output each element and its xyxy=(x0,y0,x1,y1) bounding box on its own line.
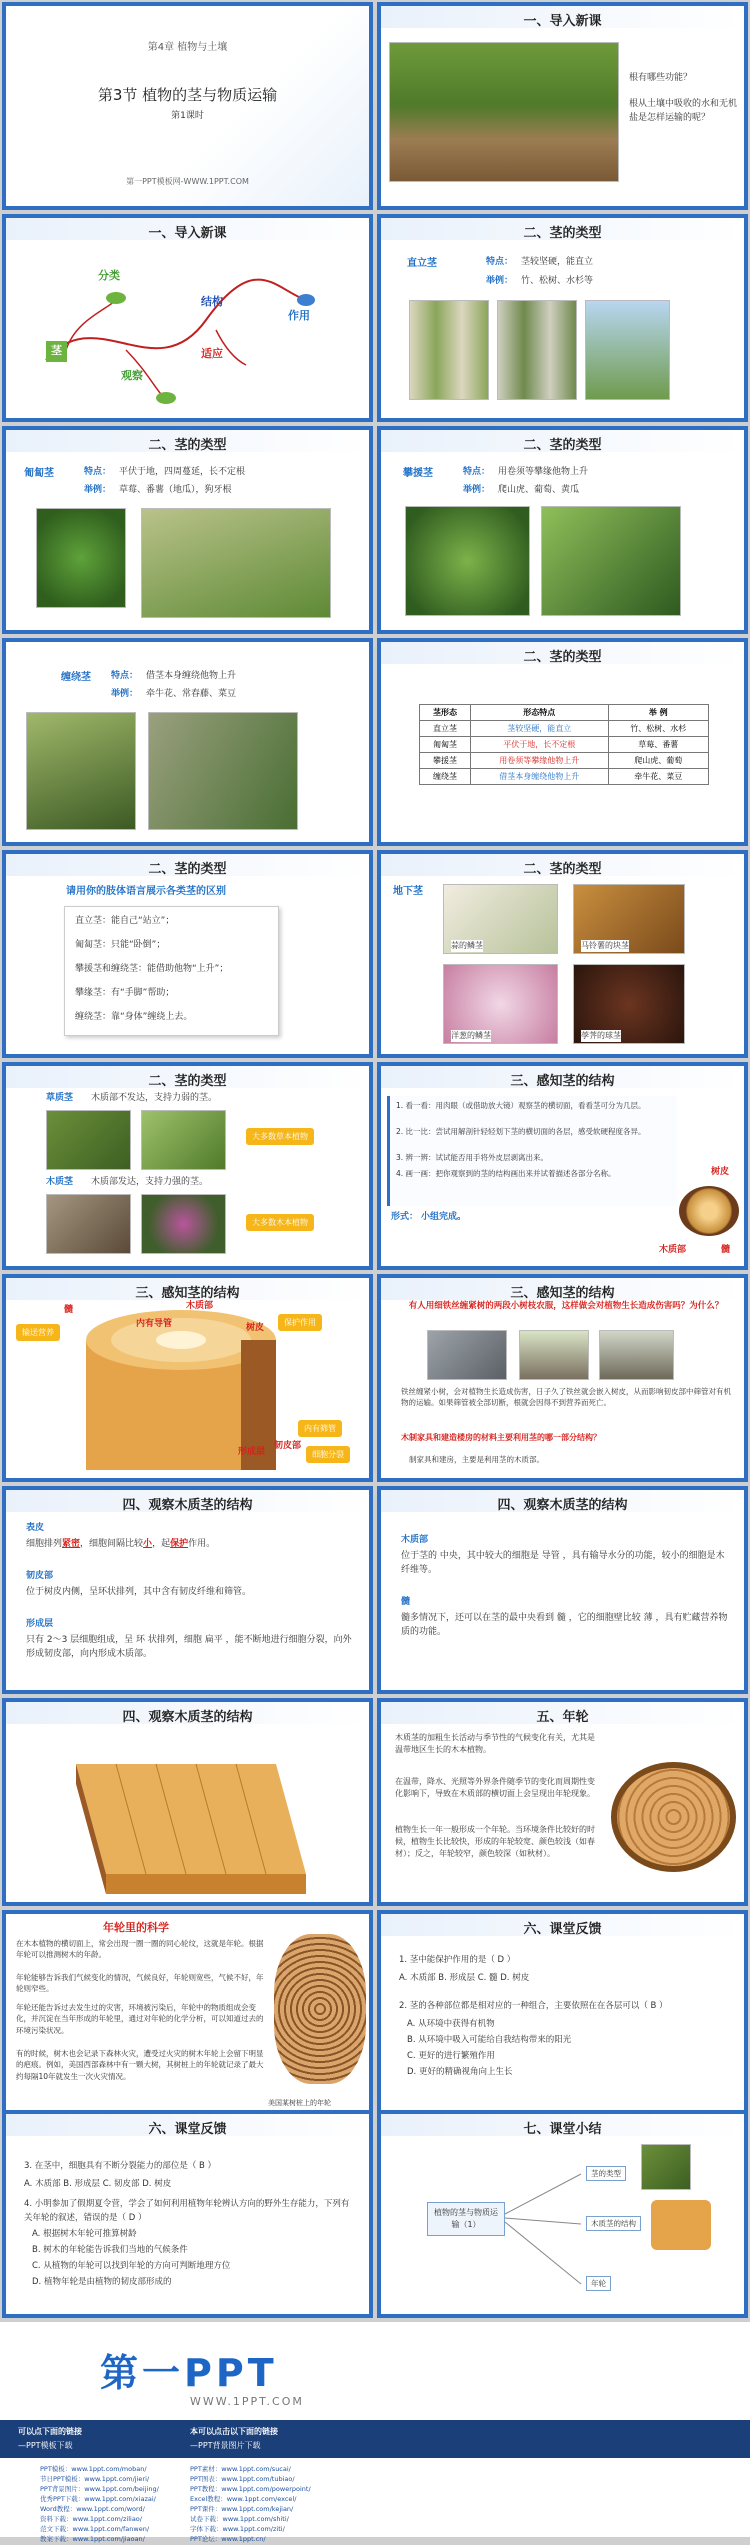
herbaceous-name: 草质茎 xyxy=(46,1093,74,1103)
slide-22[interactable] xyxy=(377,2110,748,2318)
footer-link[interactable]: 优秀PPT下载：www.1ppt.com/xiazai/ xyxy=(40,2495,156,2504)
slide-title: 年轮里的科学 xyxy=(103,1921,169,1934)
summary-branch-1: 茎的类型 xyxy=(586,2166,626,2181)
slide-title: 三、感知茎的结构 xyxy=(510,1286,615,1301)
wire-tree-photo-1 xyxy=(427,1330,507,1380)
woody-stem-3d-diagram xyxy=(6,1724,369,1904)
footer-link[interactable]: 试卷下载：www.1ppt.com/shiti/ xyxy=(190,2515,289,2524)
heading-phloem: 韧皮部 xyxy=(26,1571,54,1581)
heading-cambium: 形成层 xyxy=(26,1619,54,1629)
slide-title: 一、导入新课 xyxy=(148,226,227,241)
label-pith: 髓 xyxy=(64,1305,74,1315)
slide-title: 三、感知茎的结构 xyxy=(510,1074,615,1089)
slide-title: 六、课堂反馈 xyxy=(148,2122,227,2137)
question-3: 3. 在茎中，细胞具有不断分裂能力的部位是（ B ） xyxy=(24,2161,217,2171)
log-cross-section xyxy=(679,1186,739,1236)
table-cell: 借茎本身缠绕他物上升 xyxy=(471,769,609,785)
caption-chestnut: 荸荠的球茎 xyxy=(581,1031,621,1040)
word-classification: 分类 xyxy=(98,269,120,282)
slide-7[interactable] xyxy=(2,638,373,846)
caption-potato: 马铃薯的块茎 xyxy=(581,941,629,950)
rings-para-3: 植物生长一年一般形成一个年轮。当环境条件比较好的时候，植物生长比较快，形成的年轮较宽、颜色较浅（如春材）；反之，年轮较窄，颜色较深（如秋材）。 xyxy=(395,1825,595,1858)
word-stem: 茎 xyxy=(46,341,67,362)
herb-photo-1 xyxy=(46,1110,131,1170)
footer-link[interactable]: 资料下载：www.1ppt.com/ziliao/ xyxy=(40,2515,142,2524)
slide-title: 二、茎的类型 xyxy=(523,650,602,665)
slide-title: 四、观察木质茎的结构 xyxy=(122,1498,253,1513)
slide-2[interactable] xyxy=(377,2,748,210)
table-row xyxy=(420,721,709,737)
example-text: 竹、松树、水杉等 xyxy=(521,276,594,286)
example-label: 举例： xyxy=(463,485,491,495)
strawberry-photo xyxy=(36,508,126,608)
footer-link[interactable]: PPT背景图片：www.1ppt.com/beijing/ xyxy=(40,2485,159,2494)
footer-link[interactable]: Excel教程：www.1ppt.com/excel/ xyxy=(190,2495,297,2504)
blank-answer: 紧密 xyxy=(62,1539,81,1549)
stump-rings-image xyxy=(274,1934,366,2084)
word-observe: 观察 xyxy=(121,369,143,382)
twining-vine-photo xyxy=(26,712,136,830)
step-line: 4. 画一画：把你观察到的茎的结构画出来并试着描述各部分名称。 xyxy=(396,1169,616,1178)
slide-title: 二、茎的类型 xyxy=(523,438,602,453)
example-label: 举例： xyxy=(84,485,112,495)
question-2: 根从土壤中吸收的水和无机盐是怎样运输的呢？ xyxy=(629,99,738,123)
birch-forest-photo xyxy=(409,300,489,400)
tree-rings-image xyxy=(611,1762,736,1872)
question-4-option: C. 从植物的年轮可以找到年轮的方向可判断地理方位 xyxy=(32,2261,231,2271)
tree-roots-photo xyxy=(389,42,619,182)
word-structure: 结构 xyxy=(201,295,223,308)
footer-link[interactable]: 范文下载：www.1ppt.com/fanwen/ xyxy=(40,2525,150,2534)
footer-link[interactable]: PPT素材：www.1ppt.com/sucai/ xyxy=(190,2465,291,2473)
slide-title: 二、茎的类型 xyxy=(148,862,227,877)
links-left xyxy=(40,2464,159,2545)
caption-garlic: 蒜的鳞茎 xyxy=(451,941,483,950)
prompt-text: 请用你的肢体语言展示各类茎的区别 xyxy=(66,886,226,897)
woody-tag: 大多数木本植物 xyxy=(246,1214,314,1231)
poplar-grove-photo xyxy=(497,300,577,400)
feature-label: 特点： xyxy=(84,467,112,477)
tag-protection: 保护作用 xyxy=(278,1314,322,1331)
science-para-2: 年轮能够告诉我们气候变化的情况，气候良好，年轮则宽些，气候不好，年轮则窄些。 xyxy=(16,1973,264,1994)
label-xylem: 木质部 xyxy=(659,1245,687,1255)
slide-11[interactable] xyxy=(2,1062,373,1270)
feature-text: 平伏于地，四周蔓延，长不定根 xyxy=(119,467,246,477)
science-para-3: 年轮还能告诉过去发生过的灾害，环境被污染后，年轮中的物质组成会变化，并沉淀在当年形成的年轮里，通过对年轮的化学分析，可以知道过去的环境污染状况。 xyxy=(16,2003,264,2035)
slide-title: 二、茎的类型 xyxy=(148,1074,227,1089)
summary-center-box: 植物的茎与物质运输（1） xyxy=(427,2202,505,2236)
footer-navbar xyxy=(0,2420,750,2458)
footer-link[interactable]: Word教程：www.1ppt.com/word/ xyxy=(40,2505,145,2514)
slide-12[interactable] xyxy=(377,1062,748,1270)
tag-sieve-tube: 内有筛管 xyxy=(298,1420,342,1437)
example-text: 牵牛花、常春藤、菜豆 xyxy=(146,689,237,699)
table-header: 形态特点 xyxy=(471,705,609,721)
word-adapt: 适应 xyxy=(201,347,223,360)
herbaceous-tag: 大多数草本植物 xyxy=(246,1128,314,1145)
heading-pith: 髓 xyxy=(401,1597,411,1607)
step-line: 1. 看一看：用肉眼（或借助放大镜）观察茎的横切面，看看茎可分为几层。 xyxy=(396,1101,646,1110)
text-span: ，起 xyxy=(152,1539,171,1549)
footer-link[interactable]: 教案下载：www.1ppt.com/jiaoan/ xyxy=(40,2535,145,2544)
concept-vine-diagram xyxy=(6,240,369,420)
label-xylem: 木质部 xyxy=(186,1301,214,1311)
question-1: 1. 茎中能保护作用的是（ D ） xyxy=(399,1955,516,1965)
label-vessel: 内有导管 xyxy=(136,1319,173,1329)
table-cell: 缠绕茎 xyxy=(420,769,471,785)
slide-title: 六、课堂反馈 xyxy=(523,1922,602,1937)
slide-16[interactable] xyxy=(377,1486,748,1694)
grass-photo xyxy=(141,508,331,618)
question-1: 根有哪些功能？ xyxy=(629,73,693,83)
answer-line: 直立茎：能自己“站立”； xyxy=(75,916,175,926)
question-1-options: A. 木质部 B. 形成层 C. 髓 D. 树皮 xyxy=(399,1973,530,1983)
heading-xylem: 木质部 xyxy=(401,1535,429,1545)
woody-desc: 木质部发达，支持力强的茎。 xyxy=(91,1177,209,1187)
tree-avenue-photo xyxy=(585,300,670,400)
form-text: 小组完成。 xyxy=(421,1212,467,1222)
xylem-text: 位于茎的 中央，其中较大的细胞是 导管 ，具有输导水分的功能，较小的细胞是木纤维等。 xyxy=(401,1551,725,1575)
example-text: 草莓、番薯（地瓜），狗牙根 xyxy=(119,485,232,495)
slide-title: 二、茎的类型 xyxy=(523,862,602,877)
slide-title: 二、茎的类型 xyxy=(523,226,602,241)
slide-8[interactable] xyxy=(377,638,748,846)
table-cell: 草莓、番薯 xyxy=(608,737,708,753)
table-cell: 匍匐茎 xyxy=(420,737,471,753)
question-text: 有人用细铁丝缠紧树的两段小树枝农服，这样做会对植物生长造成伤害吗？为什么？ xyxy=(408,1301,724,1311)
feature-label: 特点： xyxy=(111,671,139,681)
col2-sub: —PPT背景图片下载 xyxy=(190,2441,261,2450)
ppt-url[interactable]: WWW.1PPT.COM xyxy=(190,2395,304,2408)
slide-4[interactable] xyxy=(377,214,748,422)
question-2-option: C. 更好的进行繁殖作用 xyxy=(407,2051,495,2061)
slide-19[interactable] xyxy=(2,1910,373,2118)
question-4: 4. 小明参加了假期夏令营，学会了如何利用植物年轮辨认方向的野外生存能力，下列有关年轮的叙述，错误的是（ D ） xyxy=(24,2199,350,2223)
summary-branch-3: 年轮 xyxy=(586,2276,611,2291)
slide-10[interactable] xyxy=(377,850,748,1058)
slide-9[interactable] xyxy=(2,850,373,1058)
question-2: 2. 茎的各种部位都是相对应的一种组合，主要依照在在各层可以（ B ） xyxy=(399,2001,668,2011)
slide-20[interactable] xyxy=(377,1910,748,2118)
feature-label: 特点： xyxy=(486,257,514,267)
stem-type-name: 直立茎 xyxy=(407,258,437,269)
woody-name: 木质茎 xyxy=(46,1177,74,1187)
blank-answer: 小 xyxy=(143,1539,153,1549)
footer-link[interactable]: PPT课件：www.1ppt.com/kejian/ xyxy=(190,2505,294,2514)
table-row xyxy=(420,737,709,753)
lesson-title: 第3节 植物的茎与物质运输 xyxy=(97,86,278,104)
stem-type-name: 匍匐茎 xyxy=(24,468,54,479)
text-span: ，细胞间隔比较 xyxy=(80,1539,144,1549)
pith-text: 髓多情况下，还可以在茎的最中央看到 髓 ，它的细胞壁比较 薄 ，具有贮藏营养物质的功能。 xyxy=(401,1613,728,1637)
slide-14[interactable] xyxy=(377,1274,748,1482)
slide-21[interactable] xyxy=(2,2110,373,2318)
feature-text: 茎较坚硬，能直立 xyxy=(521,257,594,267)
summary-branch-2: 木质茎的结构 xyxy=(586,2216,641,2231)
woody-photo-1 xyxy=(46,1194,131,1254)
feature-text: 用卷须等攀缘他物上升 xyxy=(498,467,589,477)
slide-title: 五、年轮 xyxy=(536,1710,589,1725)
science-para-4: 有的时候，树木也会记录下森林火灾，遭受过火灾的树木年轮上会留下明显的疤痕。例如，美国西部森林中有一颗大树，其树桩上的年轮就记录了最大约每隔10年就发生一次火灾情况。 xyxy=(16,2049,264,2081)
col1-title: 可以点下面的链接 xyxy=(18,2427,82,2436)
answer-2: 制家具和建房，主要是利用茎的木质部。 xyxy=(409,1455,544,1464)
question-3-options: A. 木质部 B. 形成层 C. 韧皮部 D. 树皮 xyxy=(24,2179,172,2189)
table-cell: 直立茎 xyxy=(420,721,471,737)
wire-tree-photo-3 xyxy=(599,1330,674,1380)
question-2-option: B. 从环境中吸入可能给自我结构带来的阳光 xyxy=(407,2035,572,2045)
ivy-photo xyxy=(405,506,530,616)
table-cell: 用卷须等攀缘他物上升 xyxy=(471,753,609,769)
question-4-option: A. 根据树木年轮可推算树龄 xyxy=(32,2229,137,2239)
answer-card xyxy=(64,906,279,1036)
question-2: 木制家具和建造楼房的材料主要利用茎的哪一部分结构？ xyxy=(401,1433,601,1442)
stump-caption: 美国某树桩上的年轮 xyxy=(268,2099,331,2107)
feature-label: 特点： xyxy=(463,467,491,477)
footer-link[interactable]: PPT模板：www.1ppt.com/moban/ xyxy=(40,2465,147,2473)
table-cell: 爬山虎、葡萄 xyxy=(608,753,708,769)
lesson-number: 第1课时 xyxy=(171,111,204,121)
table-header: 茎形态 xyxy=(420,705,471,721)
label-phloem: 韧皮部 xyxy=(274,1441,302,1451)
footer-link[interactable]: 字体下载：www.1ppt.com/ziti/ xyxy=(190,2525,285,2534)
wire-tree-photo-2 xyxy=(519,1330,589,1380)
slide-title: 三、感知茎的结构 xyxy=(135,1286,240,1301)
slide-5[interactable] xyxy=(2,426,373,634)
herbaceous-desc: 木质部不发达，支持力弱的茎。 xyxy=(91,1093,218,1103)
footer-banner xyxy=(0,2322,750,2544)
stem-type-name: 缠绕茎 xyxy=(61,672,91,683)
example-label: 举例： xyxy=(486,276,514,286)
word-function: 作用 xyxy=(288,309,310,322)
rings-para-2: 在温带，降水、光照等外界条件随季节的变化而周期性变化影响下，导致在木质部的横切面上会呈现出年轮现象。 xyxy=(395,1777,595,1798)
slide-13[interactable] xyxy=(2,1274,373,1482)
question-2-option: D. 更好的精确视角向上生长 xyxy=(407,2067,513,2077)
heading-epidermis: 表皮 xyxy=(26,1523,45,1533)
table-header-row xyxy=(420,705,709,721)
answer-line: 缠绕茎：靠“身体”缠绕上去。 xyxy=(75,1012,193,1022)
herb-photo-2 xyxy=(141,1110,226,1170)
rings-para-1: 木质茎的加粗生长活动与季节性的气候变化有关，尤其是温带地区生长的木本植物。 xyxy=(395,1733,595,1754)
footer-link[interactable]: PPT教程：www.1ppt.com/powerpoint/ xyxy=(190,2485,311,2494)
cambium-text: 只有 2～3 层细胞组成，呈 环 状排列，细胞 扁平 ，能不断地进行细胞分裂，向外形成韧皮部，向内形成木质部。 xyxy=(26,1635,352,1659)
summary-stem-image xyxy=(651,2200,711,2250)
chapter-label: 第4章 植物与土壤 xyxy=(147,42,228,53)
step-card xyxy=(387,1096,677,1206)
slide-title: 一、导入新课 xyxy=(523,14,602,29)
science-para-1: 在木本植物的横切面上，常会出现一圈一圈的同心轮纹，这就是年轮。根据年轮可以推测树木的年龄。 xyxy=(16,1939,264,1960)
text-span: 细胞排列 xyxy=(26,1539,63,1549)
answer-line: 攀援茎和缠绕茎：能借助他物“上升”； xyxy=(75,964,229,974)
col1-sub: —PPT模板下载 xyxy=(18,2441,73,2450)
slide-title: 四、观察木质茎的结构 xyxy=(497,1498,628,1513)
stem-type-table xyxy=(419,704,709,785)
footer-link[interactable]: PPT图表：www.1ppt.com/tubiao/ xyxy=(190,2475,295,2484)
caption-onion: 洋葱的鳞茎 xyxy=(451,1031,491,1040)
answer-text: 铁丝缠紧小树，会对植物生长造成伤害，日子久了铁丝就会嵌入树皮，从而影响韧皮部中筛管对有机物的运输。如果筛管被全部切断，根就会因得不到营养而死亡。 xyxy=(401,1387,731,1408)
slide-6[interactable] xyxy=(377,426,748,634)
slide-1[interactable] xyxy=(2,2,373,210)
slide-15[interactable] xyxy=(2,1486,373,1694)
step-line: 3. 辨一辨：试试能否用手将外皮层剥离出来。 xyxy=(396,1153,549,1162)
example-label: 举例： xyxy=(111,689,139,699)
tag-cell-division: 细胞分裂 xyxy=(306,1446,350,1463)
text-span: 作用。 xyxy=(188,1539,216,1549)
example-text: 爬山虎、葡萄、黄瓜 xyxy=(498,485,580,495)
table-cell: 平伏于地，长不定根 xyxy=(471,737,609,753)
table-cell: 攀援茎 xyxy=(420,753,471,769)
ppt-logo[interactable]: 第一PPT xyxy=(100,2351,278,2395)
label-bark: 树皮 xyxy=(246,1323,265,1333)
stem-type-name: 地下茎 xyxy=(393,886,423,897)
links-right xyxy=(190,2464,311,2545)
summary-thumbnails xyxy=(641,2144,691,2190)
feature-text: 借茎本身缠绕他物上升 xyxy=(146,671,237,681)
form-label: 形式： xyxy=(391,1212,419,1222)
stem-type-name: 攀援茎 xyxy=(403,468,433,479)
slide-title: 七、课堂小结 xyxy=(523,2122,602,2137)
table-cell: 茎较坚硬，能直立 xyxy=(471,721,609,737)
footer-link[interactable]: PPT论坛：www.1ppt.cn/ xyxy=(190,2535,266,2544)
table-header: 举 例 xyxy=(608,705,708,721)
table-row xyxy=(420,753,709,769)
footer-link[interactable]: 节日PPT模板：www.1ppt.com/jieri/ xyxy=(40,2475,150,2484)
blank-answer: 保护 xyxy=(170,1539,189,1549)
woody-photo-2 xyxy=(141,1194,226,1254)
label-bark: 树皮 xyxy=(711,1167,730,1177)
morning-glory-photo xyxy=(148,712,298,830)
table-cell: 牵牛花、菜豆 xyxy=(608,769,708,785)
slide-3[interactable] xyxy=(2,214,373,422)
climbing-vine-photo xyxy=(541,506,681,616)
slide-18[interactable] xyxy=(377,1698,748,1906)
slide-17[interactable] xyxy=(2,1698,373,1906)
table-row xyxy=(420,769,709,785)
step-line: 2. 比一比：尝试用解剖针轻轻划下茎的横切面的各层，感受软硬程度各异。 xyxy=(396,1127,646,1136)
epidermis-text xyxy=(26,1538,356,1552)
label-cambium: 形成层 xyxy=(238,1447,266,1457)
col2-title: 本可以点击以下面的链接 xyxy=(190,2427,278,2436)
brand-label: 第一PPT模板网-WWW.1PPT.COM xyxy=(126,177,249,186)
phloem-text: 位于树皮内侧，呈环状排列，其中含有韧皮纤维和筛管。 xyxy=(26,1587,252,1597)
table-cell: 竹、松树、水杉 xyxy=(608,721,708,737)
tag-nutrient: 输送营养 xyxy=(16,1324,60,1341)
answer-line: 匍匐茎：只能“卧倒”； xyxy=(75,940,166,950)
slide-title: 四、观察木质茎的结构 xyxy=(122,1710,253,1725)
question-4-option: D. 植物年轮是由植物的韧皮部形成的 xyxy=(32,2277,172,2287)
question-4-option: B. 树木的年轮能告诉我们当地的气候条件 xyxy=(32,2245,188,2255)
answer-line: 攀缘茎：有“手脚”帮助； xyxy=(75,988,175,998)
slide-title: 二、茎的类型 xyxy=(148,438,227,453)
label-pith: 髓 xyxy=(721,1245,731,1255)
question-2-option: A. 从环境中获得有机物 xyxy=(407,2019,495,2029)
